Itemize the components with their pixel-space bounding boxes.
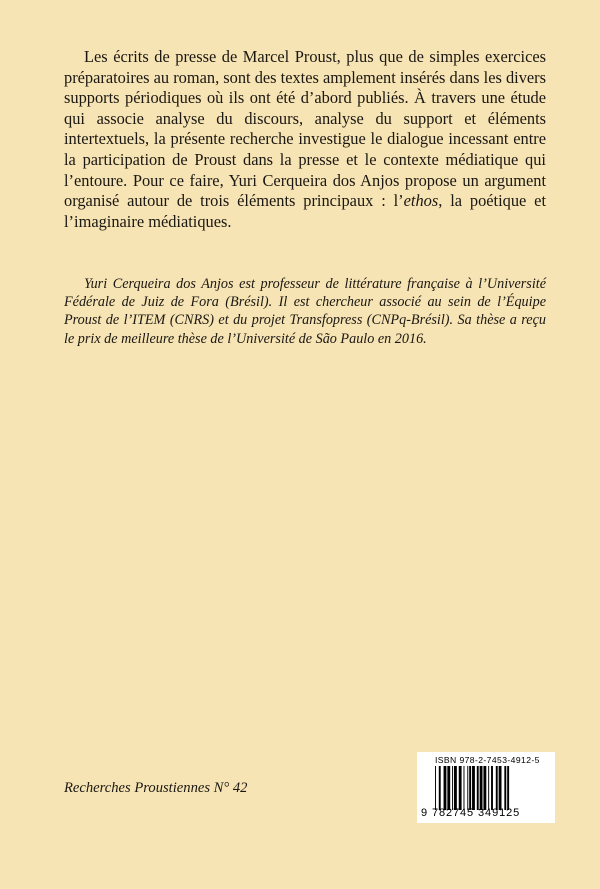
barcode-bar [496, 766, 498, 810]
barcode-bar [507, 766, 509, 810]
isbn-barcode [417, 752, 555, 823]
author-biography: Yuri Cerqueira dos Anjos est professeur de littérature française à l’Université Fédérale de Juiz de Fora (Brésil). Il est chercheur associé au sein de l’Équipe Proust de l’ITEM (CNRS) et du projet Transfopress (CNPq-Brésil). Sa thèse a reçu le prix de meilleure thèse de l’Université de São Paulo en 2016. [64, 276, 546, 347]
barcode-bar [464, 766, 465, 810]
barcode-bar [439, 766, 441, 810]
barcode-bar [447, 766, 450, 810]
barcode-bar [459, 766, 462, 810]
book-summary [64, 47, 546, 232]
barcode-bar [454, 766, 457, 810]
barcode-digits: 9 782745 349125 [421, 807, 521, 819]
isbn-label: ISBN 978-2-7453-4912-5 [435, 755, 540, 765]
barcode-bar [444, 766, 447, 810]
barcode-bars [435, 766, 547, 810]
summary-text-start: Les écrits de presse de Marcel Proust, plus que de simples exercices préparatoires au roman, sont des textes amplement insérés dans les divers supports périodiques où ils ont été d’abord publiés. À travers une étude qui associe analyse du discours, analyse du support et éléments intertextuels, la présente recherche investigue le dialogue incessant entre la participation de Proust dans la presse et le contexte médiatique qui l’entoure. Pour ce faire, Yuri Cerqueira dos Anjos propose un argument organisé autour de trois éléments principaux : l’ [64, 47, 547, 211]
summary-ethos-term: ethos [403, 191, 439, 211]
barcode-bar [472, 766, 475, 810]
barcode-bar [435, 766, 436, 810]
barcode-bar [499, 766, 502, 810]
barcode-bar [483, 766, 486, 810]
barcode-bar [469, 766, 471, 810]
summary-text-end: , la poétique et l’imaginaire médiatiques. [64, 191, 546, 231]
barcode-bar [452, 766, 453, 810]
barcode-bar [491, 766, 493, 810]
series-title: Recherches Proustiennes N° 42 [64, 780, 248, 796]
barcode-bar [480, 766, 483, 810]
barcode-bar [504, 766, 506, 810]
barcode-bar [467, 766, 468, 810]
barcode-bar [488, 766, 489, 810]
barcode-bar [477, 766, 479, 810]
